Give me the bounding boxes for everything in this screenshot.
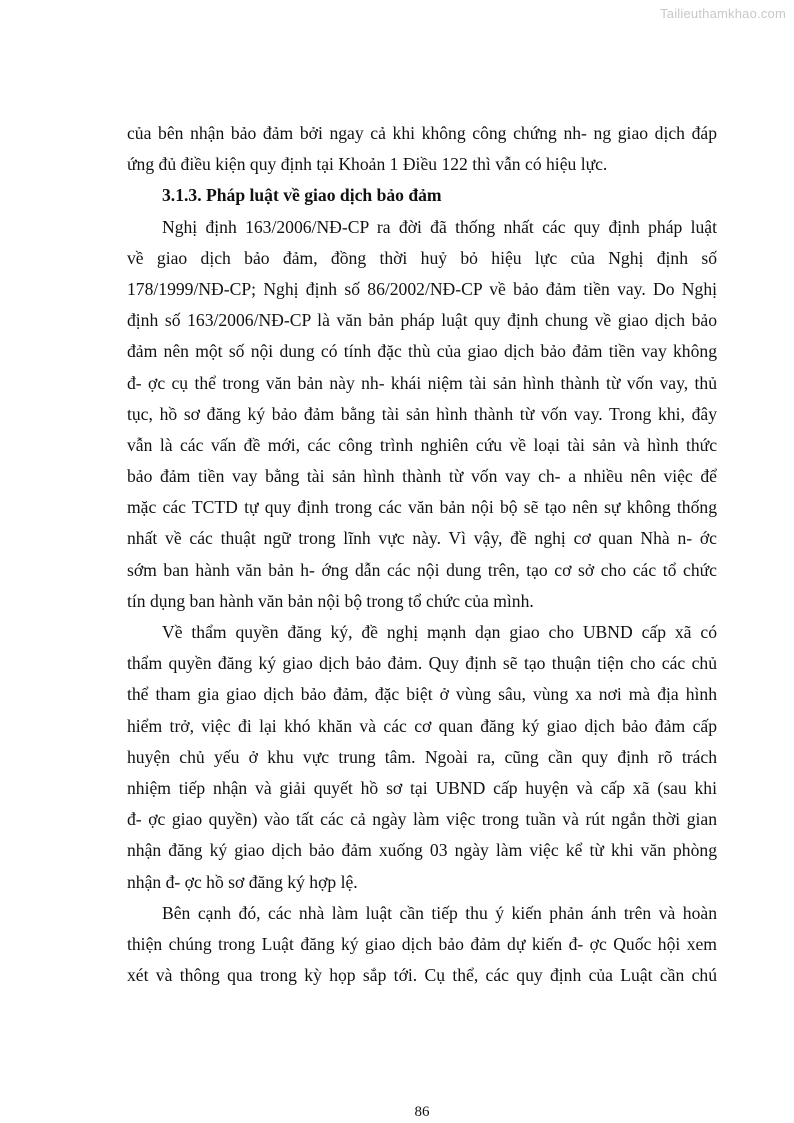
paragraph xyxy=(127,898,717,992)
text-line: hiểm trở, việc đi lại khó khăn và các cơ quan đăng ký giao dịch bảo đảm cấp xyxy=(127,715,717,736)
text-line: nhận đ- ợc hồ sơ đăng ký hợp lệ. xyxy=(127,871,358,892)
paragraph xyxy=(127,118,717,180)
text-line: huyện chủ yếu ở khu vực trung tâm. Ngoài ra, cũng cần quy định rõ trách xyxy=(127,746,717,767)
page-number: 86 xyxy=(414,1104,430,1120)
paragraph xyxy=(127,617,717,898)
text-line: thể tham gia giao dịch bảo đảm, đặc biệt ở vùng sâu, vùng xa nơi mà địa hình xyxy=(127,684,717,705)
text-line: nhất về các thuật ngữ trong lĩnh vực này. Vì vậy, đề nghị cơ quan Nhà n- ớc xyxy=(127,528,717,549)
section-heading xyxy=(127,180,717,211)
text-line: ứng đủ điều kiện quy định tại Khoản 1 Điều 122 thì vẫn có hiệu lực. xyxy=(127,154,608,175)
text-line: tín dụng ban hành văn bản nội bộ trong tổ chức của mình. xyxy=(127,590,534,611)
text-line: thẩm quyền đăng ký giao dịch bảo đảm. Quy định sẽ tạo thuận tiện cho các chủ xyxy=(127,653,717,674)
text-line: vẫn là các vấn đề mới, các công trình nghiên cứu về loại tài sản và hình thức xyxy=(127,434,717,455)
text-line: mặc các TCTD tự quy định trong các văn bản nội bộ sẽ tạo nên sự không thống xyxy=(127,497,717,518)
text-line: về giao dịch bảo đảm, đồng thời huỷ bỏ hiệu lực của Nghị định số xyxy=(127,247,717,268)
text-line: định số 163/2006/NĐ-CP là văn bản pháp luật quy định chung về giao dịch bảo xyxy=(127,310,717,331)
text-line: 178/1999/NĐ-CP; Nghị định số 86/2002/NĐ-CP về bảo đảm tiền vay. Do Nghị xyxy=(127,278,717,299)
text-line: nhận đăng ký giao dịch bảo đảm xuống 03 ngày làm việc kể từ khi văn phòng xyxy=(127,840,717,861)
text-line: đảm nên một số nội dung có tính đặc thù của giao dịch bảo đảm tiền vay không xyxy=(127,341,717,362)
text-line: thiện chúng trong Luật đăng ký giao dịch bảo đảm dự kiến đ- ợc Quốc hội xem xyxy=(127,933,717,954)
text-line: của bên nhận bảo đảm bởi ngay cả khi không công chứng nh- ng giao dịch đáp xyxy=(127,123,717,143)
paragraph xyxy=(127,212,717,617)
text-line: nhiệm tiếp nhận và giải quyết hồ sơ tại UBND cấp huyện và cấp xã (sau khi xyxy=(127,777,717,798)
text-line: Bên cạnh đó, các nhà làm luật cần tiếp thu ý kiến phản ánh trên và hoàn xyxy=(162,902,717,923)
section-heading-text: 3.1.3. Pháp luật về giao dịch bảo đảm xyxy=(162,185,442,206)
text-line: bảo đảm tiền vay bằng tài sản hình thành từ vốn vay ch- a nhiều nên việc để xyxy=(127,466,717,487)
text-line: sớm ban hành văn bản h- ớng dẫn các nội dung trên, tạo cơ sở cho các tổ chức xyxy=(127,559,717,580)
text-line: Về thẩm quyền đăng ký, đề nghị mạnh dạn giao cho UBND cấp xã có xyxy=(162,622,717,642)
text-line: xét và thông qua trong kỳ họp sắp tới. Cụ thể, các quy định của Luật cần chú xyxy=(127,965,717,986)
text-line: đ- ợc cụ thể trong văn bản này nh- khái niệm tài sản hình thành từ vốn vay, thủ xyxy=(127,372,717,393)
text-line: Nghị định 163/2006/NĐ-CP ra đời đã thống nhất các quy định pháp luật xyxy=(162,216,717,237)
text-line: đ- ợc giao quyền) vào tất các cả ngày làm việc trong tuần và rút ngắn thời gian xyxy=(127,809,717,830)
document-body xyxy=(127,118,717,991)
text-line: tục, hồ sơ đăng ký bảo đảm bằng tài sản hình thành từ vốn vay. Trong khi, đây xyxy=(127,403,717,424)
watermark-text: Tailieuthamkhao.com xyxy=(660,6,786,21)
